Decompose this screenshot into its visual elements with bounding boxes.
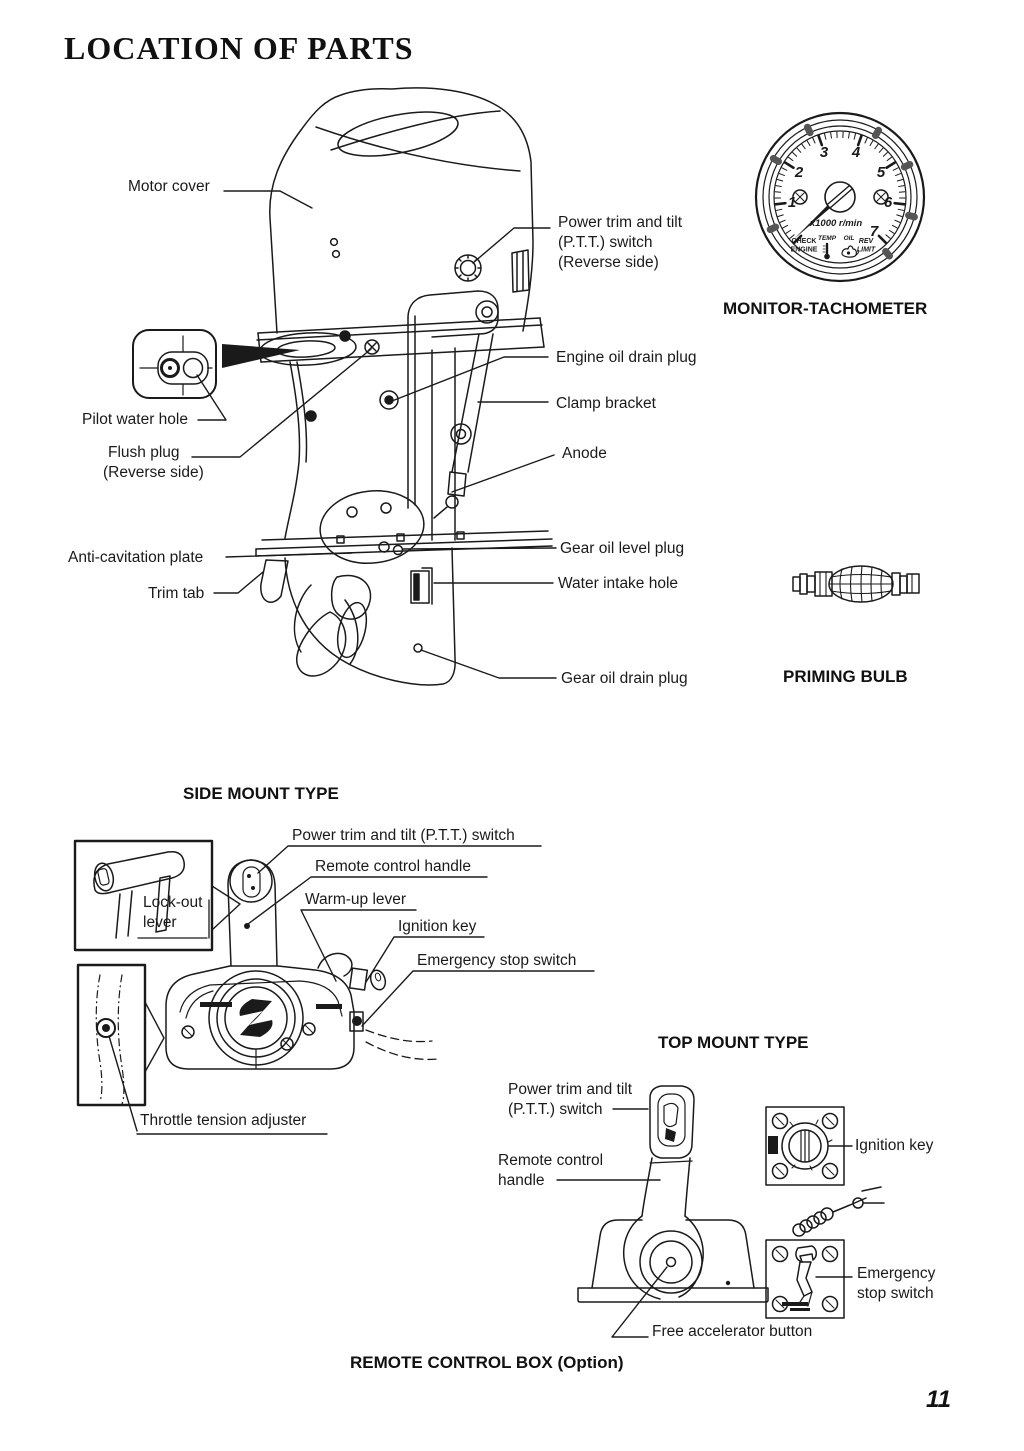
label-motor-cover: Motor cover (128, 178, 210, 195)
label-gear-oil-drain-plug: Gear oil drain plug (561, 670, 688, 687)
warm-up-lever-drawing (318, 953, 352, 976)
oil-label: OIL (843, 235, 855, 242)
rev-limit-label: REV (858, 238, 874, 245)
priming-bulb-drawing (793, 566, 919, 602)
heading-side-mount-type: SIDE MOUNT TYPE (183, 784, 339, 803)
check-engine-label: CHECK (791, 238, 817, 245)
dial-number: 2 (794, 164, 804, 181)
dial-number: 4 (851, 144, 861, 161)
label-side-ptt-switch: Power trim and tilt (P.T.T.) switch (292, 827, 515, 844)
dial-number: 1 (787, 194, 797, 211)
caption-remote-control-box: REMOTE CONTROL BOX (Option) (350, 1353, 624, 1372)
caption-priming-bulb: PRIMING BULB (783, 667, 908, 686)
top-mount-drawing (578, 1086, 884, 1318)
label-anti-cavitation-plate: Anti-cavitation plate (68, 549, 204, 566)
label-warm-up-lever: Warm-up lever (305, 891, 407, 908)
anode-drawing (448, 472, 466, 496)
rev-limit-label: LIMIT (856, 246, 876, 254)
label-trim-tab: Trim tab (148, 585, 205, 602)
tachometer-drawing (756, 113, 924, 281)
label-lock-out-lever: Lock-out lever (143, 894, 203, 931)
side-ignition-key-drawing (350, 968, 388, 992)
anti-cavitation-plate-drawing (256, 531, 552, 556)
label-free-accelerator-button: Free accelerator button (652, 1323, 813, 1340)
pilot-water-hole-inset (133, 330, 216, 398)
label-gear-oil-level-plug: Gear oil level plug (560, 540, 685, 557)
suzuki-logo-icon (240, 999, 273, 1037)
water-intake-drawing (411, 568, 432, 604)
page-number: 11 (926, 1386, 951, 1413)
label-clamp-bracket: Clamp bracket (556, 395, 656, 412)
tach-unit-label: x1000 r/min (809, 218, 863, 229)
side-emergency-stop-drawing (350, 1012, 438, 1059)
label-pilot-water-hole: Pilot water hole (82, 411, 188, 428)
trim-tab-drawing (261, 560, 288, 602)
gear-oil-level-plug-drawing (394, 546, 403, 555)
check-engine-label: ENGINE (790, 246, 818, 254)
label-side-ignition-key: Ignition key (398, 918, 477, 935)
caption-monitor-tachometer: MONITOR-TACHOMETER (723, 299, 928, 318)
dial-number: 7 (869, 223, 879, 240)
throttle-tension-inset (78, 965, 164, 1105)
dial-number: 6 (883, 194, 893, 211)
side-mount-drawing (75, 841, 438, 1105)
label-top-remote-control-handle: Remote control handle (498, 1152, 604, 1189)
label-top-emergency-stop-switch: Emergency stop switch (857, 1265, 936, 1302)
label-throttle-tension-adjuster: Throttle tension adjuster (140, 1112, 307, 1129)
label-ptt-switch: Power trim and tilt (P.T.T.) switch (Reverse side) (558, 214, 683, 271)
page-title: LOCATION OF PARTS (64, 30, 414, 66)
dial-number: 5 (876, 164, 886, 181)
gear-oil-drain-plug-drawing (414, 644, 422, 652)
temp-icon (823, 244, 830, 259)
dial-number: 3 (819, 144, 829, 161)
label-top-ignition-key: Ignition key (855, 1137, 934, 1154)
label-engine-oil-drain-plug: Engine oil drain plug (556, 349, 697, 366)
label-emergency-stop-switch: Emergency stop switch (417, 952, 577, 969)
label-flush-plug: Flush plug (Reverse side) (103, 444, 204, 481)
free-accelerator-button-drawing (667, 1258, 676, 1267)
label-remote-control-handle: Remote control handle (315, 858, 471, 875)
label-water-intake-hole: Water intake hole (558, 575, 679, 592)
outboard-leader-lines (192, 191, 556, 678)
label-top-ptt-switch: Power trim and tilt (P.T.T.) switch (508, 1081, 633, 1118)
heading-top-mount-type: TOP MOUNT TYPE (658, 1033, 809, 1052)
label-anode: Anode (562, 445, 607, 462)
temp-label: TEMP (817, 235, 837, 242)
